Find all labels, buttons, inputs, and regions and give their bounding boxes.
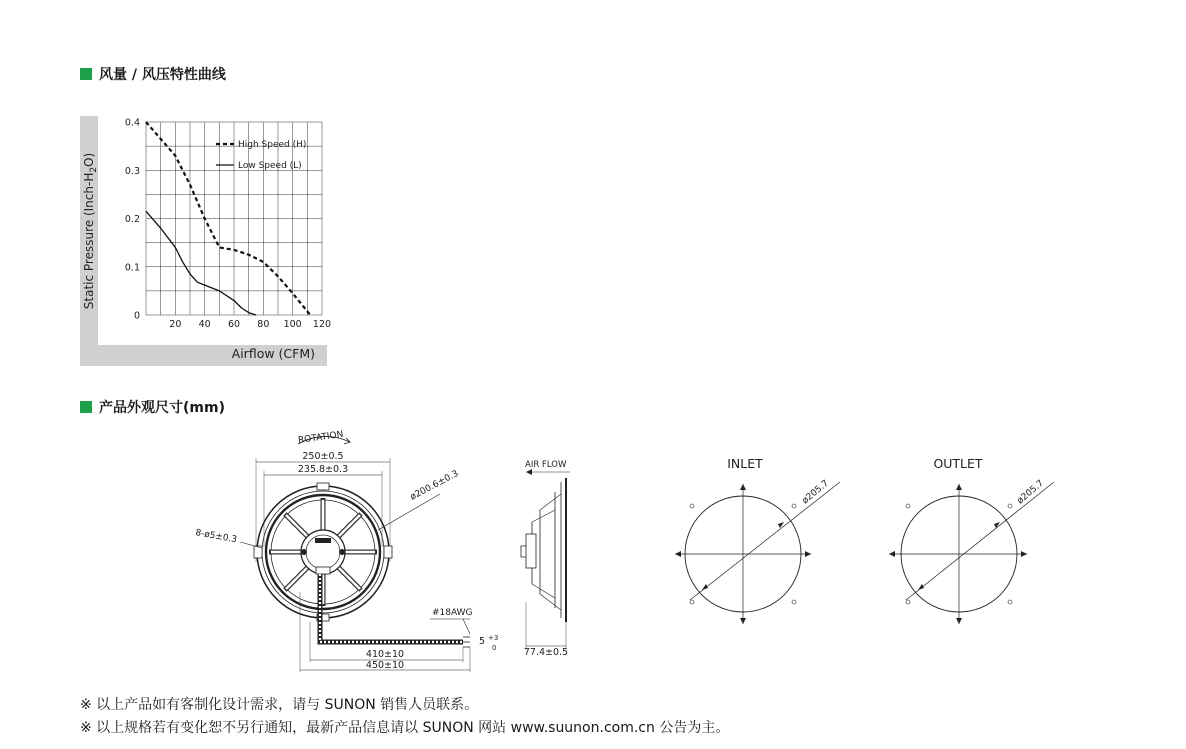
footnote-website: ※ 以上规格若有变化恕不另行通知，最新产品信息请以 SUNON 网站 www.suunon.com.cn 公告为主。 — [80, 720, 730, 736]
x-tick-label: 20 — [169, 319, 182, 330]
section-title-curve — [80, 64, 226, 84]
inlet-view — [675, 482, 840, 624]
outlet-labels — [933, 456, 1045, 506]
inlet-dia-label: ø205.7 — [800, 478, 831, 507]
x-tick-label: 100 — [283, 319, 302, 330]
green-square-icon — [80, 401, 92, 413]
section-title-text: 产品外观尺寸(mm) — [99, 400, 225, 416]
y-tick-label: 0.4 — [124, 117, 140, 129]
y-tick-label: 0.1 — [124, 262, 140, 274]
wire-strip-plus: +3 — [488, 634, 499, 642]
wire-450-label: 450±10 — [365, 660, 405, 671]
dimension-drawing — [180, 422, 1080, 671]
fan-front-view — [240, 436, 470, 672]
y-tick-label: 0.3 — [124, 165, 140, 177]
y-tick-label: 0 — [133, 310, 140, 322]
x-tick-label: 120 — [312, 319, 332, 330]
dim-outer-label: 250±0.5 — [302, 451, 344, 462]
rotation-label: ROTATION — [297, 429, 345, 447]
fan-side-view — [521, 469, 570, 650]
section-title-text: 风量 / 风压特性曲线 — [99, 67, 226, 83]
outlet-view — [889, 482, 1054, 624]
legend-high: High Speed (H) — [238, 140, 307, 150]
outlet-dia-label: ø205.7 — [1015, 478, 1046, 507]
wire-410-label: 410±10 — [365, 649, 405, 660]
green-square-icon — [80, 68, 92, 80]
x-tick-label: 60 — [227, 319, 241, 330]
dim-ring-label: ø200.6±0.3 — [408, 468, 461, 503]
section-title-dimensions — [80, 397, 225, 417]
x-tick-label: 80 — [257, 319, 270, 330]
pq-chart-svg — [80, 116, 332, 366]
depth-label: 77.4±0.5 — [523, 647, 569, 658]
x-tick-label: 40 — [198, 319, 211, 330]
dim-holes-label: 235.8±0.3 — [297, 464, 349, 475]
wire-strip-minus: 0 — [492, 644, 497, 652]
y-axis-label: Static Pressure $(Inch-H_2O)$ — [82, 152, 99, 310]
pq-chart — [80, 116, 332, 366]
y-tick-label: 0.2 — [124, 214, 140, 225]
x-axis-label: Airflow (CFM) — [231, 346, 315, 361]
wire-strip-label: 5 — [479, 636, 486, 647]
air-flow-label: AIR FLOW — [525, 460, 567, 470]
inlet-label: INLET — [727, 456, 763, 471]
outlet-label: OUTLET — [933, 456, 983, 471]
wire-gauge-label: #18AWG — [432, 608, 473, 618]
legend-low: Low Speed (L) — [238, 161, 302, 171]
dim-mount-label: 8-ø5±0.3 — [194, 528, 238, 546]
footnote-custom: ※ 以上产品如有客制化设计需求，请与 SUNON 销售人员联系。 — [80, 697, 479, 713]
